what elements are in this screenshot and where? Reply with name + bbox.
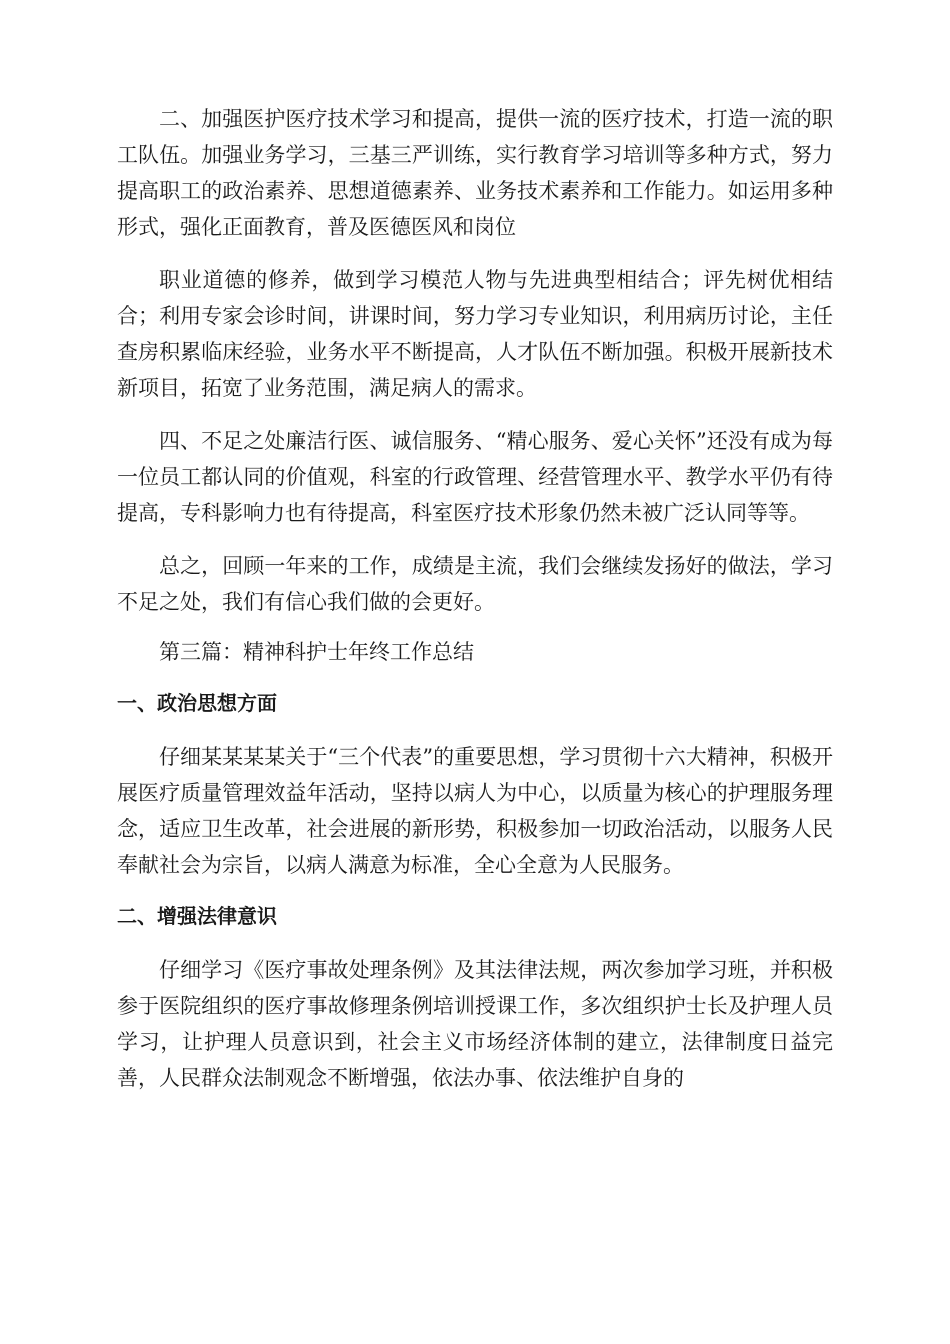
paragraph-2: 职业道德的修养，做到学习模范人物与先进典型相结合；评先树优相结合；利用专家会诊时间，讲课时间，努力学习专业知识，利用病历讨论，主任查房积累临床经验，业务水平不断提高，人才队伍不断加强。积极开展新技术新项目，拓宽了业务范围，满足病人的需求。	[117, 268, 833, 400]
heading-political-thought: 一、政治思想方面	[117, 691, 277, 715]
paragraph-3: 四、不足之处廉洁行医、诚信服务、“精心服务、爱心关怀”还没有成为每一位员工都认同的价值观，科室的行政管理、经营管理水平、教学水平仍有待提高，专科影响力也有待提高，科室医疗技术形象仍然未被广泛认同等等。	[117, 429, 833, 525]
paragraph-6: 仔细学习《医疗事故处理条例》及其法律法规，两次参加学习班，并积极参于医院组织的医疗事故修理条例培训授课工作，多次组织护士长及护理人员学习，让护理人员意识到，社会主义市场经济体制的建立，法律制度日益完善，人民群众法制观念不断增强，依法办事、依法维护自身的	[117, 958, 833, 1090]
paragraph-1: 二、加强医护医疗技术学习和提高，提供一流的医疗技术，打造一流的职工队伍。加强业务学习，三基三严训练，实行教育学习培训等多种方式，努力提高职工的政治素养、思想道德素养、业务技术素养和工作能力。如运用多种形式，强化正面教育，普及医德医风和岗位	[117, 107, 833, 239]
paragraph-4: 总之，回顾一年来的工作，成绩是主流，我们会继续发扬好的做法，学习不足之处，我们有信心我们做的会更好。	[117, 554, 833, 614]
heading-legal-awareness: 二、增强法律意识	[117, 904, 277, 928]
section-title: 第三篇：精神科护士年终工作总结	[159, 640, 474, 664]
paragraph-5: 仔细某某某某关于“三个代表”的重要思想，学习贯彻十六大精神，积极开展医疗质量管理效益年活动，坚持以病人为中心，以质量为核心的护理服务理念，适应卫生改革，社会进展的新形势，积极参加一切政治活动，以服务人民奉献社会为宗旨，以病人满意为标准，全心全意为人民服务。	[117, 745, 833, 877]
